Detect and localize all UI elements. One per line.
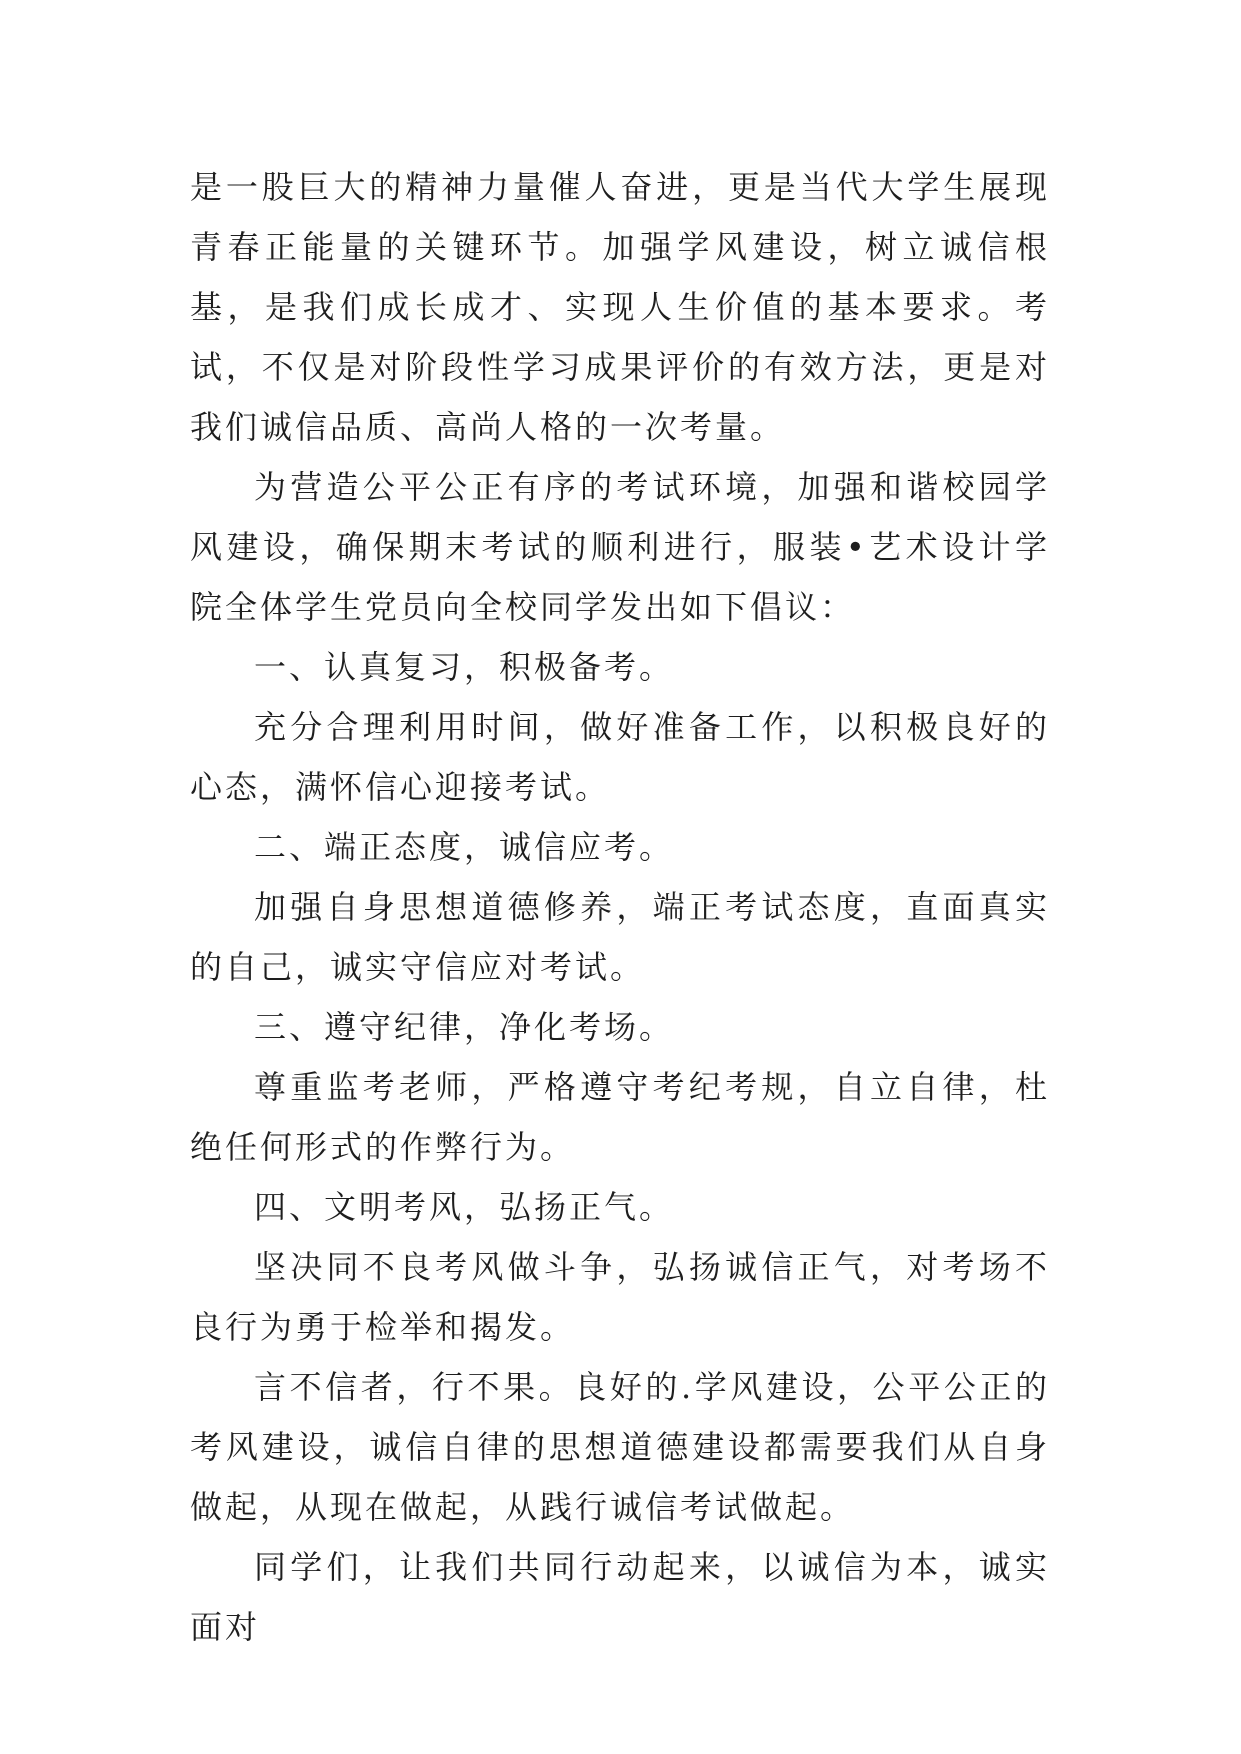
paragraph-7: 言不信者，行不果。良好的.学风建设，公平公正的考风建设，诚信自律的思想道德建设都需要我们从自身做起，从现在做起，从践行诚信考试做起。	[190, 1368, 1050, 1526]
paragraph-8: 同学们，让我们共同行动起来，以诚信为本，诚实面对	[190, 1548, 1050, 1646]
heading-item-1: 一、认真复习，积极备考。	[254, 648, 675, 686]
paragraph-3: 充分合理利用时间，做好准备工作，以积极良好的心态，满怀信心迎接考试。	[190, 708, 1050, 806]
paragraph-1: 是一股巨大的精神力量催人奋进，更是当代大学生展现青春正能量的关键环节。加强学风建设，树立诚信根基，是我们成长成才、实现人生价值的基本要求。考试，不仅是对阶段性学习成果评价的有效方法，更是对我们诚信品质、高尚人格的一次考量。	[190, 168, 1050, 446]
paragraph-6: 坚决同不良考风做斗争，弘扬诚信正气，对考场不良行为勇于检举和揭发。	[190, 1248, 1050, 1346]
paragraph-4: 加强自身思想道德修养，端正考试态度，直面真实的自己，诚实守信应对考试。	[190, 888, 1050, 986]
paragraph-2: 为营造公平公正有序的考试环境，加强和谐校园学风建设，确保期末考试的顺利进行，服装•艺术设计学院全体学生党员向全校同学发出如下倡议：	[190, 468, 1050, 626]
heading-item-4: 四、文明考风，弘扬正气。	[254, 1188, 675, 1226]
document-body	[190, 157, 1050, 1657]
paragraph-5: 尊重监考老师，严格遵守考纪考规，自立自律，杜绝任何形式的作弊行为。	[190, 1068, 1050, 1166]
heading-item-3: 三、遵守纪律，净化考场。	[254, 1008, 675, 1046]
heading-item-2: 二、端正态度，诚信应考。	[254, 828, 675, 866]
